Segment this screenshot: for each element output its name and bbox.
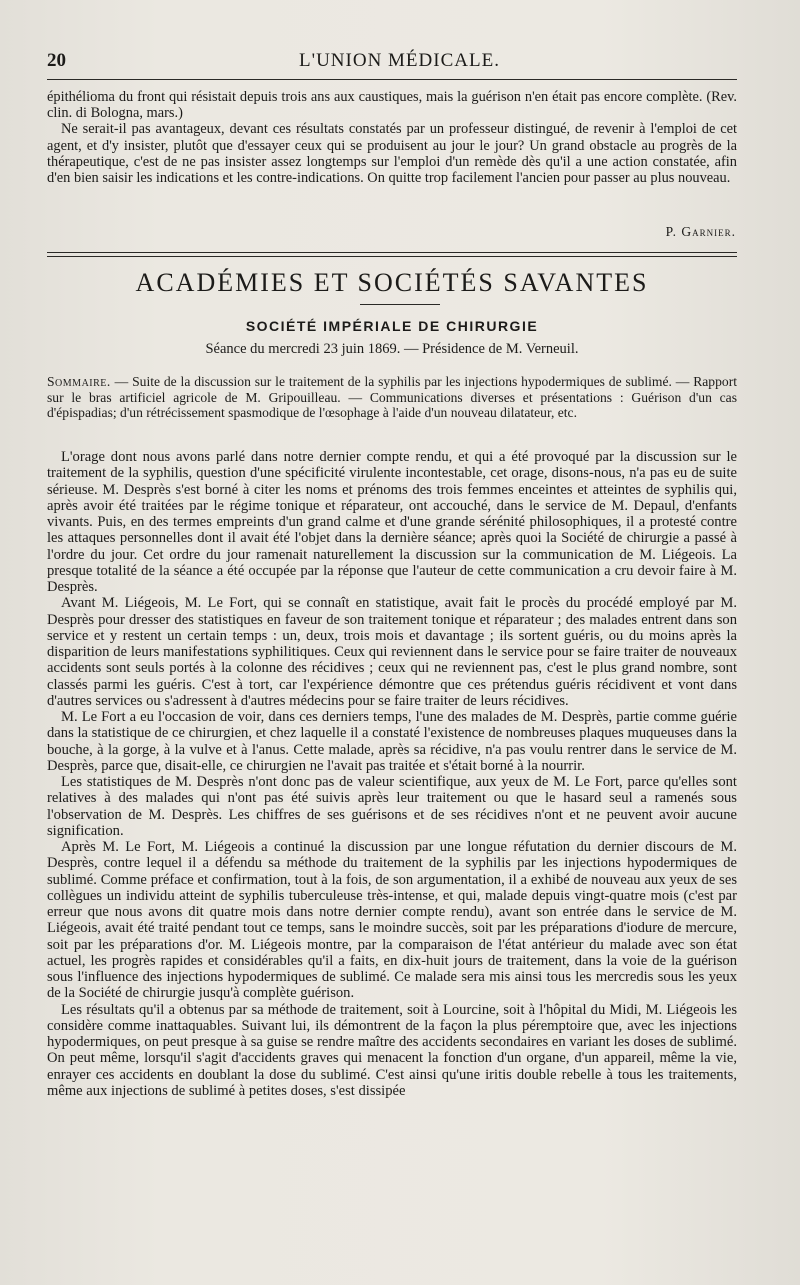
summary-text: — Suite de la discussion sur le traitement de la syphilis par les injections hypodermiques de sublimé. — Rapport sur le bras artificiel agricole de M. Gripouilleau. — Communications diverses et présentations : Guérison d'un cas d'épispadias; d'un rétrécissement spasmodique de l'œsophage à l'aide d'un nouveau dilatateur, etc.	[47, 374, 737, 421]
summary-paragraph	[47, 374, 737, 421]
journal-title: L'UNION MÉDICALE.	[299, 50, 500, 71]
session-line: Séance du mercredi 23 juin 1869. — Présidence de M. Verneuil.	[205, 341, 579, 357]
previous-article-text	[47, 89, 737, 186]
title-underline	[360, 304, 440, 305]
article-body	[47, 449, 737, 1099]
page-number: 20	[47, 50, 66, 71]
body-paragraph: M. Le Fort a eu l'occasion de voir, dans ces derniers temps, l'une des malades de M. Desprès, partie comme guérie dans la statistique de ce chirurgien, et chez laquelle il a constaté l'existence de nombreuses plaques muqueuses dans la bouche, à la gorge, à la vulve et à l'anus. Cette malade, après sa récidive, n'a pas voulu rentrer dans le service de M. Desprès, parce que, disait-elle, ce chirurgien ne l'avait pas traitée et s'était borné à la nourrir.	[47, 709, 737, 774]
previous-article-paragraph: épithélioma du front qui résistait depuis trois ans aux caustiques, mais la guérison n'en était pas encore complète. (Rev. clin. di Bologna, mars.)	[47, 89, 737, 122]
body-paragraph: Les statistiques de M. Desprès n'ont donc pas de valeur scientifique, aux yeux de M. Le Fort, parce qu'elles sont relatives à des malades qui n'ont pas été suivis après leur traitement ou que le hasard seul a ramenés sous l'observation de M. Desprès. Les chiffres de ses guérisons et de ses récidives n'ont et ne peuvent avoir aucune signification.	[47, 774, 737, 839]
body-paragraph: Après M. Le Fort, M. Liégeois a continué la discussion par une longue réfutation du dernier discours de M. Desprès, contre lequel il a défendu sa méthode du traitement de la syphilis par les injections hypodermiques de sublimé. Comme préface et confirmation, tout à la fois, de son argumentation, il a exhibé de nouveau aux yeux de ses collègues un individu atteint de syphilis tuberculeuse très-intense, et qui, malade depuis vingt-quatre mois (c'est par erreur que nous avons dit quatre mois dans notre dernier compte rendu), avant son entrée dans le service de M. Liégeois, avait été traité pendant tout ce temps, sans le moindre succès, soit par les préparations d'iodure de mercure, soit par les préparations d'or. M. Liégeois montre, par la comparaison de l'état antérieur du malade avec son état actuel, les progrès rapides et considérables qu'il a faits, en dix-huit jours de traitement, dans la voie de la guérison sous l'influence des injections hypodermiques de sublimé. Ce malade sera mis ainsi tous les mercredis sous les yeux de la Société de chirurgie jusqu'à complète guérison.	[47, 839, 737, 1002]
author-signature: P. Garnier.	[665, 224, 736, 239]
section-double-rule-bottom	[47, 256, 737, 257]
summary	[47, 374, 737, 421]
running-header	[47, 50, 752, 76]
society-name: SOCIÉTÉ IMPÉRIALE DE CHIRURGIE	[245, 318, 539, 334]
summary-label: Sommaire.	[47, 374, 111, 389]
header-rule	[47, 79, 737, 80]
body-paragraph: L'orage dont nous avons parlé dans notre dernier compte rendu, et qui a été provoqué par la discussion sur le traitement de la syphilis, question d'une spécificité virulente incontestable, cet orage, disons-nous, n'a pas eu de suite sérieuse. M. Desprès s'est borné à citer les noms et prénoms des trois femmes enceintes et atteintes de syphilis qui, après avoir été traitées par le régime tonique et réparateur, ont accouché, dans le service de M. Depaul, d'enfants vivants. Puis, en des termes empreints d'un grand calme et d'une grande sérénité philosophiques, il a protesté contre les attaques personnelles dont il avait été l'objet dans la dernière séance; après quoi la Société de chirurgie a passé à l'ordre du jour. Cet ordre du jour ramenait naturellement la discussion sur la communication de M. Liégeois. La presque totalité de la séance a été occupée par la réponse que l'auteur de cette communication a cru devoir faire à M. Desprès.	[47, 449, 737, 595]
body-paragraph: Les résultats qu'il a obtenus par sa méthode de traitement, soit à Lourcine, soit à l'hôpital du Midi, M. Liégeois les considère comme inattaquables. Suivant lui, ils démontrent de la façon la plus péremptoire que, avec les injections hypodermiques, on peut presque à sa guise se rendre maître des accidents secondaires en variant les doses de sublimé. On peut même, lorsqu'il s'agit d'accidents graves qui menacent la fonction d'un organe, d'un appareil, même la vie, enrayer ces accidents en doublant la dose du sublimé. C'est ainsi qu'une iritis double rebelle à tous les traitements, même aux injections de sublimé à petites doses, s'est dissipée	[47, 1001, 737, 1099]
previous-article-paragraph: Ne serait-il pas avantageux, devant ces résultats constatés par un professeur distingué, de revenir à l'emploi de cet agent, et d'y insister, plutôt que d'essayer ceux qui se produisent au jour le jour? Un grand obstacle au progrès de la thérapeutique, c'est de ne pas insister assez longtemps sur l'emploi d'un remède dès qu'il a une action constatée, afin d'en bien saisir les indications et les contre-indications. On quitte trop facilement l'ancien pour passer au plus nouveau.	[47, 121, 737, 187]
section-double-rule-top	[47, 252, 737, 253]
section-title: ACADÉMIES ET SOCIÉTÉS SAVANTES	[135, 268, 649, 297]
body-paragraph: Avant M. Liégeois, M. Le Fort, qui se connaît en statistique, avait fait le procès du procédé employé par M. Desprès pour dresser des statistiques en faveur de son traitement tonique et réparateur ; des malades entrent dans son service et y restent un certain temps : un, deux, trois mois et davantage ; ils sortent guéris, ou du moins après la disparition de leurs manifestations syphilitiques. Ceux qui reviennent dans le service pour se faire traiter de nouveaux accidents sont seuls portés à la colonne des récidives ; ceux qui ne reviennent pas, c'est le plus grand nombre, sont classés parmi les guéris. C'est à tort, car l'expérience démontre que ces prétendus guéris récidivent et vont dans d'autres services ou s'adressent à d'autres médecins pour se faire traiter de leurs récidives.	[47, 595, 737, 709]
